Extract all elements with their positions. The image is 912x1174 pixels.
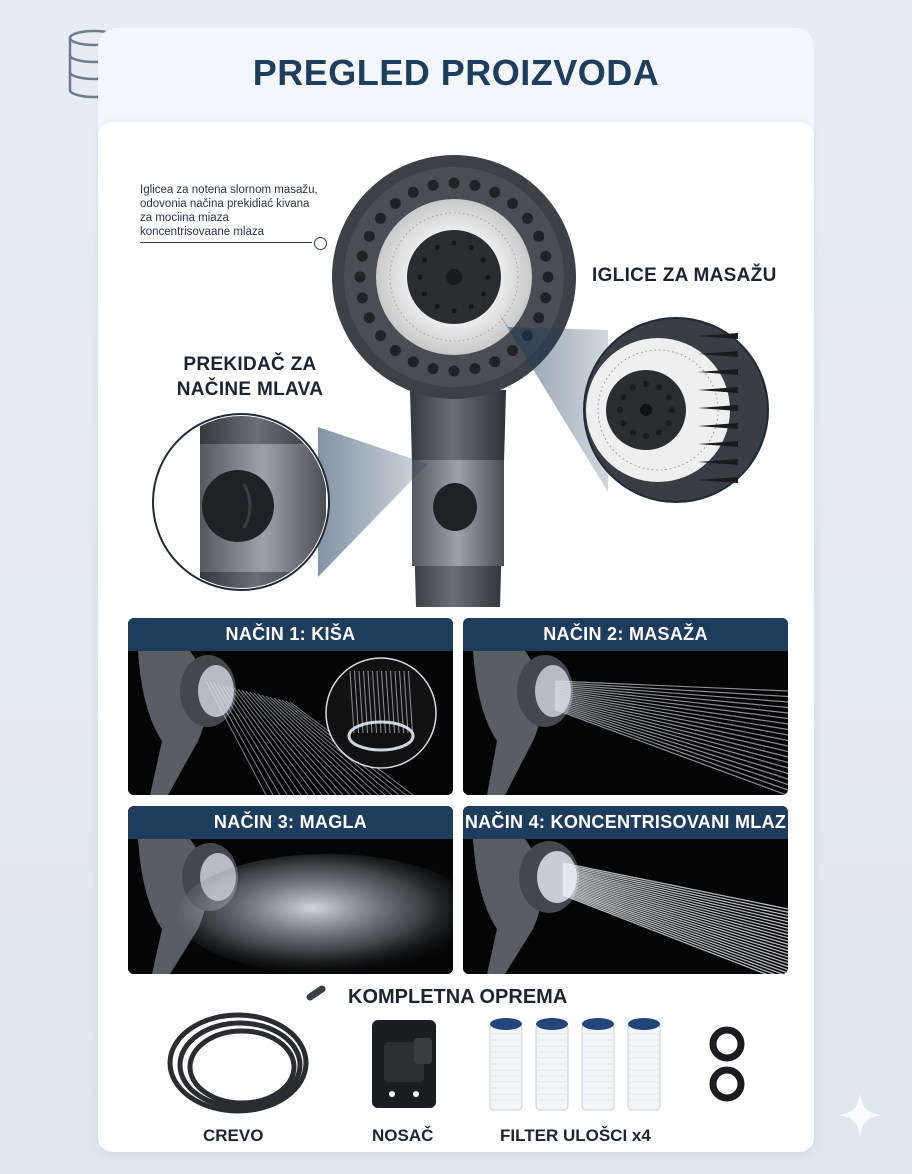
rain-spray-image [128, 651, 453, 795]
feature-annotation: Iglicea za notena slornom masažu, odovonia načina prekidiać kivana za mociina miaza koncentrisovaane mlaza [140, 184, 318, 238]
hose-image [160, 985, 330, 1125]
mode-panel-mist [128, 806, 453, 974]
mode-panel-jet [463, 806, 788, 974]
mode-switch-label: PREKIDAČ ZA NAČINE MLAVA [176, 354, 324, 400]
filter-cartridges-image [486, 1016, 670, 1116]
massage-spray-image [463, 651, 788, 795]
rubber-washers-image [705, 1026, 749, 1106]
holder-image [370, 1018, 440, 1112]
mode-panel-title: NAČIN 4: KONCENTRISOVANI MLAZ [463, 806, 788, 839]
mode-panel-title: NAČIN 2: MASAŽA [463, 618, 788, 651]
jet-spray-image [463, 839, 788, 974]
mode-panel-title: NAČIN 3: MAGLA [128, 806, 453, 839]
mode-panel-title: NAČIN 1: KIŠA [128, 618, 453, 651]
page-title: PREGLED PROIZVODA [252, 52, 660, 93]
annotation-leader-line [140, 242, 312, 243]
kit-title: KOMPLETNA OPREMA [348, 986, 568, 1008]
mode-panel-rain [128, 618, 453, 795]
sparkle-icon [835, 1090, 885, 1140]
filter-label: FILTER ULOŠCI x4 [500, 1126, 651, 1145]
hose-label: CREVO [203, 1126, 264, 1145]
annotation-leader-dot [314, 237, 327, 250]
massage-nozzles-label: IGLICE ZA MASAŽU [592, 265, 777, 286]
holder-label: NOSAČ [372, 1126, 434, 1145]
mist-spray-image [128, 839, 453, 974]
mode-panel-massage [463, 618, 788, 795]
